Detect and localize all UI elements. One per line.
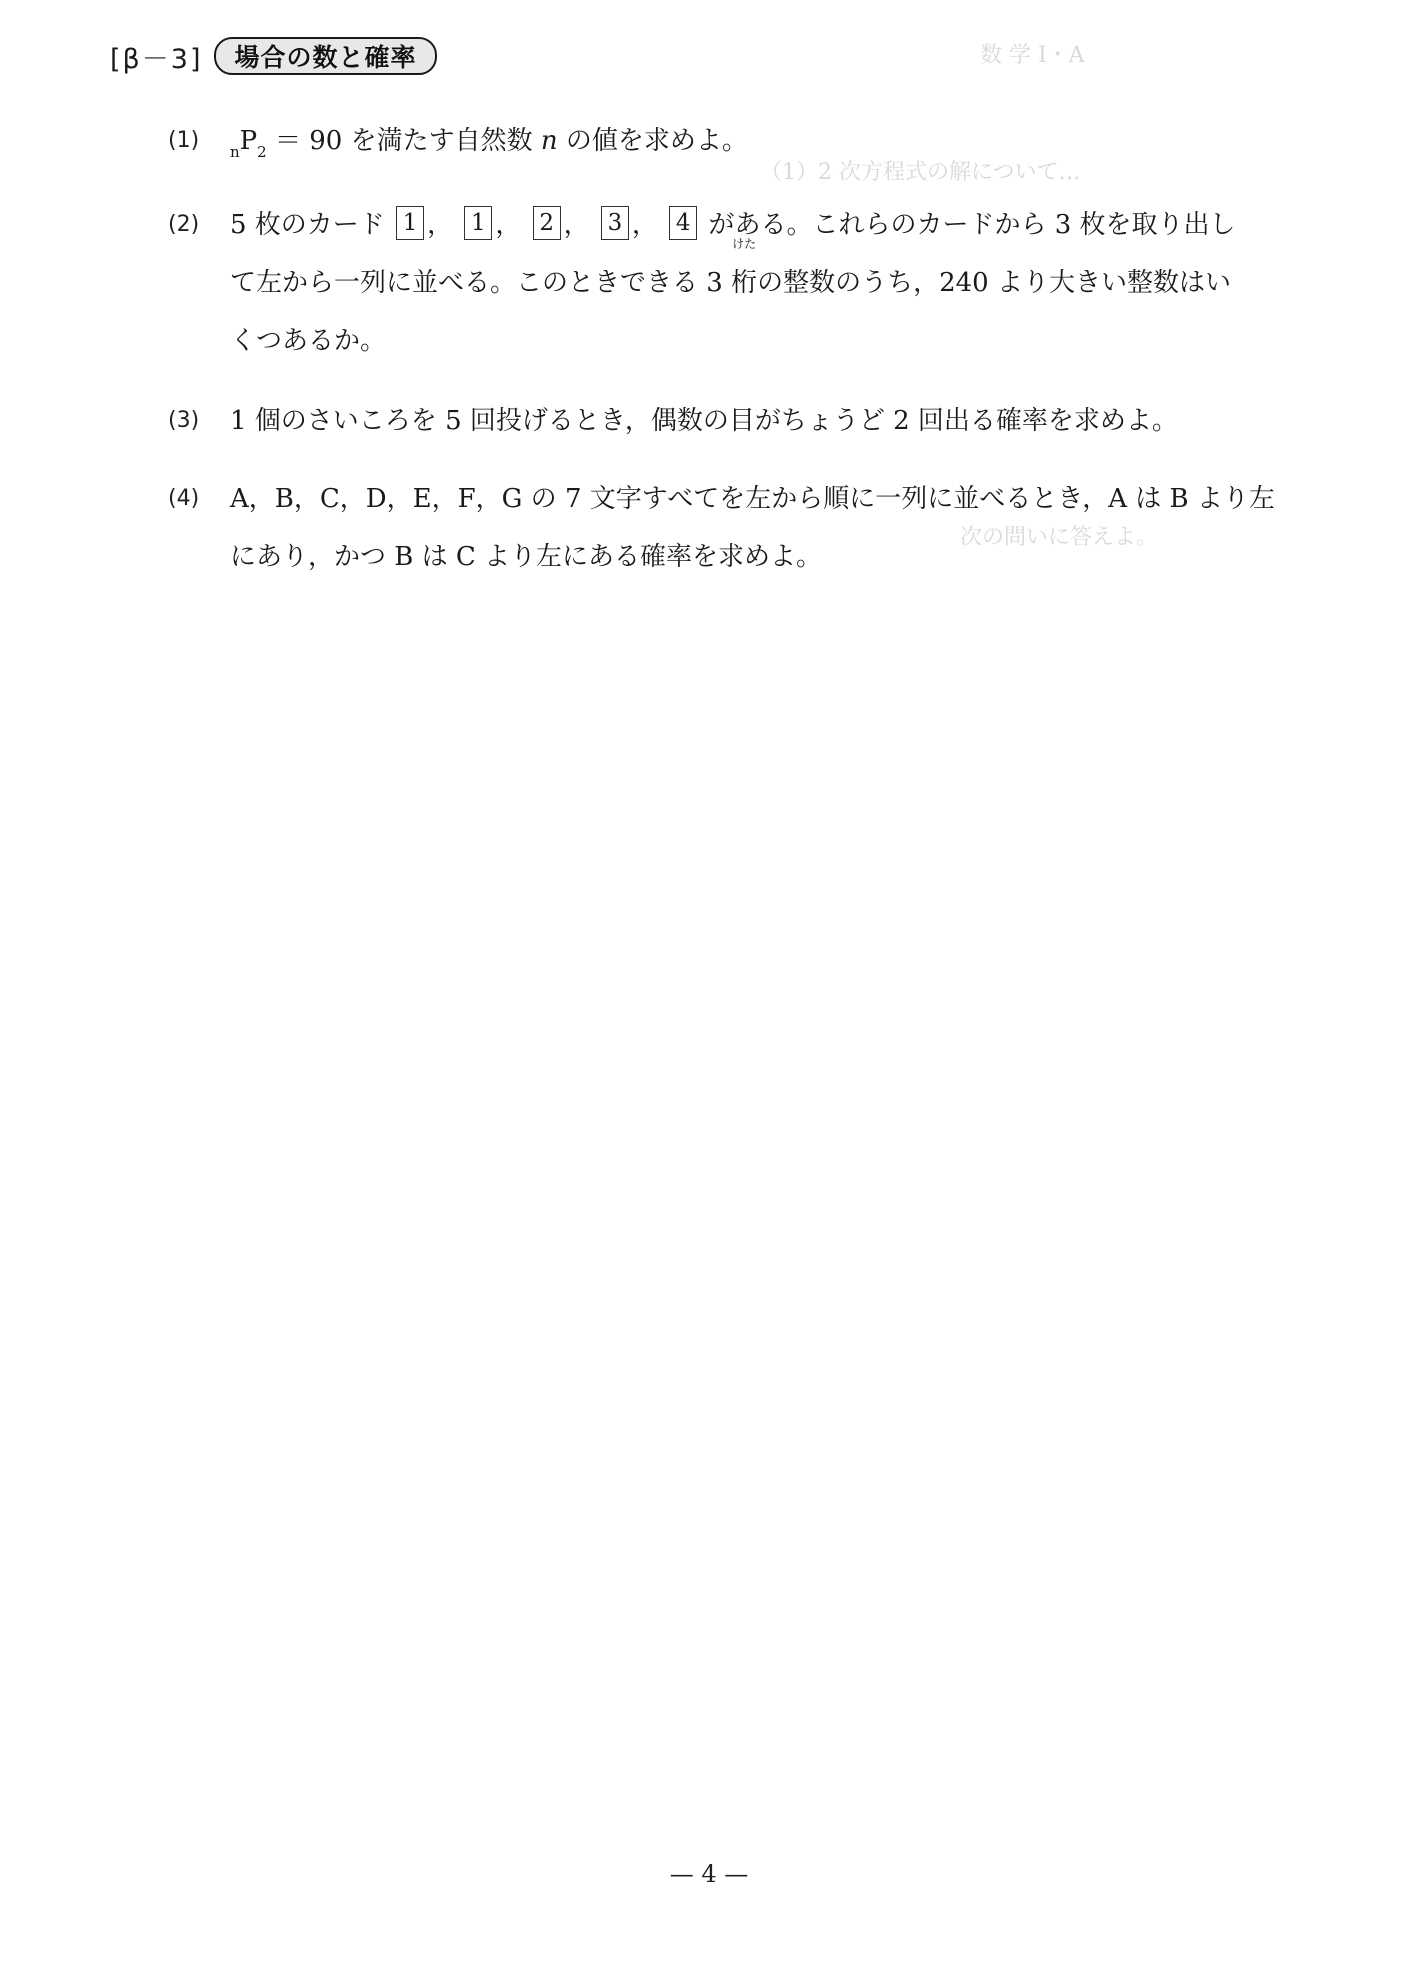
number-card: 1: [396, 206, 424, 240]
section-title: 場合の数と確率: [214, 37, 436, 75]
problem-text-line: [230, 112, 1308, 170]
bleed-through-text: （1）2 次方程式の解について…: [760, 160, 1081, 185]
ruby-annotated-word: [731, 237, 758, 312]
problem-body: [230, 196, 1308, 370]
permutation-n-subscript: n: [230, 143, 240, 161]
problem-text: の整数のうち，240 より大きい整数はい: [757, 268, 1231, 298]
problem-text-line: にあり，かつ B は C より左にある確率を求めよ。: [230, 542, 823, 572]
problem-body: [230, 392, 1308, 450]
page-number: — 4 —: [669, 1860, 749, 1888]
problem-text: ＝ 90 を満たす自然数: [274, 126, 541, 156]
separator: ，: [495, 210, 522, 240]
problem-body: [230, 112, 1308, 170]
problem-number: (3): [168, 408, 200, 433]
permutation-r-subscript: 2: [257, 143, 267, 161]
problem-text-line: A，B，C，D，E，F，G の 7 文字すべてを左から順に一列に並べるとき，A は B より左: [230, 484, 1275, 514]
problem-text-line: 1 個のさいころを 5 回投げるとき，偶数の目がちょうど 2 回出る確率を求めよ。: [230, 406, 1178, 436]
number-card: 1: [464, 206, 492, 240]
number-card: 4: [669, 206, 697, 240]
problem-text-line: [230, 196, 1308, 254]
ruby-base: 桁: [731, 268, 758, 298]
problem-number: (1): [168, 128, 200, 153]
ruby-reading: けた: [732, 237, 757, 251]
problem-body: [230, 470, 1308, 586]
bleed-through-text: 数 学 Ⅰ・A: [980, 43, 1085, 68]
problem-text: がある。これらのカードから 3 枚を取り出し: [708, 210, 1236, 240]
permutation-symbol: P: [239, 126, 258, 156]
separator: ，: [427, 210, 454, 240]
section-code: [β－3]: [110, 43, 203, 75]
problem-text: て左から一列に並べる。このときできる 3: [230, 268, 732, 298]
bleed-through-text: 次の問いに答えよ。: [960, 525, 1159, 550]
number-card: 2: [533, 206, 561, 240]
problem-number: (2): [168, 212, 200, 237]
problem-text-line: [230, 237, 1308, 312]
problem-text-line: くつあるか。: [230, 326, 387, 356]
separator: ，: [563, 210, 590, 240]
problem-number: (4): [168, 486, 200, 511]
variable-n: n: [540, 126, 558, 156]
problem-text: の値を求めよ。: [557, 126, 748, 156]
section-header: [110, 36, 437, 76]
separator: ，: [631, 210, 658, 240]
problem-text: 5 枚のカード: [230, 210, 385, 240]
number-card: 3: [601, 206, 629, 240]
